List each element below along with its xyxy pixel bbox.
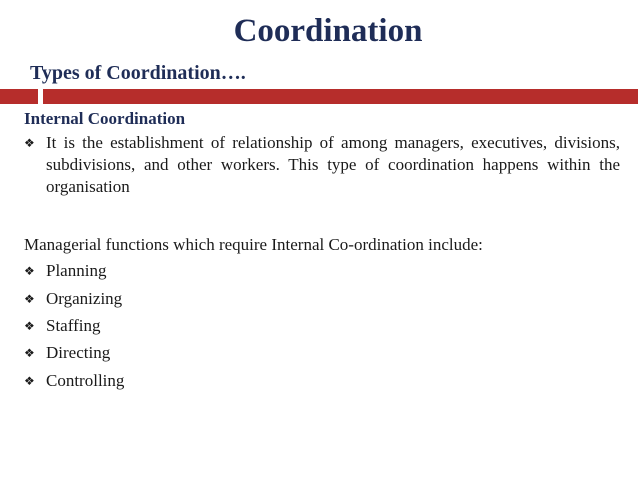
diamond-bullet-icon: ❖ — [24, 136, 35, 150]
section-heading: Internal Coordination — [24, 109, 186, 128]
list-item — [24, 315, 100, 337]
list-item — [24, 370, 124, 392]
list-item-controlling: Controlling — [46, 371, 125, 390]
slide-title: Coordination — [233, 13, 423, 49]
functions-intro: Managerial functions which require Internal Co-ordination include: — [24, 235, 483, 254]
paragraph-bullet — [24, 132, 620, 198]
diamond-bullet-icon: ❖ — [24, 319, 35, 333]
accent-bar — [0, 89, 638, 104]
section-paragraph: It is the establishment of relationship of among managers, executives, divisions, subdivisions, and other workers. This type of coordination happens within the organisation — [46, 133, 620, 196]
list-item — [24, 260, 106, 282]
diamond-bullet-icon: ❖ — [24, 264, 35, 278]
diamond-bullet-icon: ❖ — [24, 374, 35, 388]
list-item-planning: Planning — [46, 261, 107, 280]
slide-subtitle: Types of Coordination…. — [30, 62, 246, 84]
diamond-bullet-icon: ❖ — [24, 292, 35, 306]
diamond-bullet-icon: ❖ — [24, 346, 35, 360]
accent-bar-right-block — [43, 89, 638, 104]
list-item-staffing: Staffing — [46, 316, 101, 335]
list-item — [24, 342, 110, 364]
list-item — [24, 288, 122, 310]
list-item-directing: Directing — [46, 343, 111, 362]
accent-bar-left-block — [0, 89, 38, 104]
list-item-organizing: Organizing — [46, 289, 123, 308]
